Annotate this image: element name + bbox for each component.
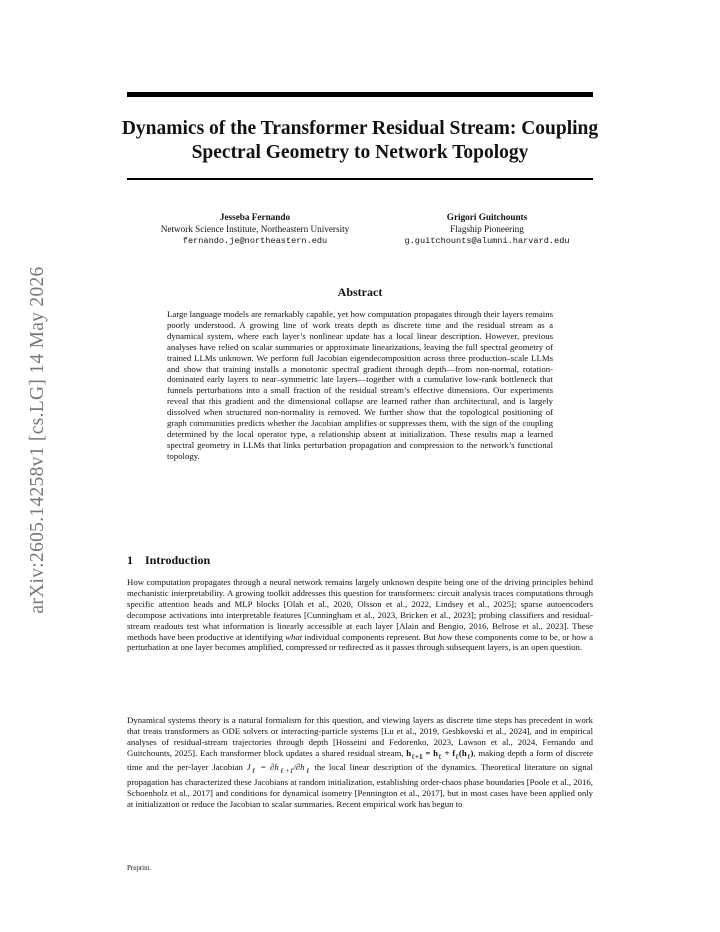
author-name: Grigori Guitchounts — [446, 212, 528, 222]
author-name: Jesseba Fernando — [219, 212, 291, 222]
section-heading — [127, 553, 210, 568]
emphasis-text: what — [285, 631, 303, 642]
author-affiliation: Flagship Pioneering — [450, 224, 524, 234]
paragraph-text: the local linear description of the dynamics. Theoretical literature on signal propagation has characterized these Jacobians at random initialization, establishing order-chaos phase boundaries [Poole et al., 2016, Schoenholz et al., 2017] and conditions for dynamical isometry [Pennington et al., 2017], but in most cases have been applied only at initialization or reduce the Jacobian to scalar summaries. Recent empirical work has begun to — [127, 762, 593, 809]
abstract-heading: Abstract — [337, 285, 383, 299]
author-email: g.guitchounts@alumni.harvard.edu — [404, 236, 570, 246]
equation-residual-update: $h_{\ell+1} = h_\ell + f_\ell(h_\ell)$ — [406, 747, 474, 761]
paragraph-text: individual components represent. But — [302, 631, 438, 642]
author-email: fernando.je@northeastern.edu — [182, 236, 328, 246]
paper-title: Dynamics of the Transformer Residual Stream: Coupling Spectral Geometry to Network Topology — [121, 118, 599, 163]
author-affiliation: Network Science Institute, Northeastern University — [160, 224, 350, 234]
emphasis-text: how — [437, 631, 453, 642]
author-block-2 — [382, 211, 592, 247]
paragraph-text: How computation propagates through a neural network remains largely unknown despite being one of the driving principles behind mechanistic interpretability. A growing toolkit addresses this question for transformers: circuit analysis traces computations through specific attention heads and MLP blocks [Olah et al., 2020, Olsson et al., 2022, Lindsey et al., 2025]; sparse autoencoders decompose activations into interpretable features [Cunningham et al., 2023, Bricken et al., 2023]; probing classifiers and residual-stream readouts test what information is linearly accessible at each layer [Alain and Bengio, 2016, Belrose et al., 2023]. These methods have been productive at identifying — [127, 577, 593, 642]
paragraph-text: these components come to be, or how a perturbation at one layer becomes amplified, compressed or redirected as it passes through subsequent layers, is an open question. — [127, 631, 593, 653]
section-number: 1 — [127, 553, 133, 567]
intro-paragraph-2 — [127, 715, 593, 810]
abstract-text: Large language models are remarkably capable, yet how computation propagates through their layers remains poorly understood. A growing line of work treats depth as discrete time and the residual stream as a dynamical system, where each layer’s nonlinear update has a local linear description. However, previous analyses have relied on scalar summaries or approximate linearizations, leaving the full spectral geometry of trained LLMs unknown. We perform full Jacobian eigendecomposition across three production–scale LLMs and show that training installs a monotonic spectral gradient through depth—from non-normal, rotation-dominated early layers to near–symmetric late layers—together with a cumulative low-rank bottleneck that funnels perturbations into a small fraction of the residual stream’s effective dimensions. Our experiments reveal that this gradient and the dimensional collapse are learned rather than architectural, and is largely dissolved when structured non-normality is removed. We further show that the topological positioning of graph communities predicts whether the Jacobian amplifies or suppresses them, with the sign of the coupling determined by the local operator type, a relationship absent at initialization. These results map a learned spectral geometry in LLMs that links perturbation propagation and compression to the network’s functional topology. — [167, 309, 553, 461]
equation-jacobian: $J_\ell = \partial h_{\ell+1}/\partial h_\ell$ — [246, 762, 311, 776]
author-block-1 — [130, 211, 380, 247]
footer-note: Preprint. — [127, 864, 152, 872]
intro-paragraph-1 — [127, 577, 593, 653]
paragraph-text: , making depth a form of discrete time and the per-layer Jacobian — [127, 747, 594, 773]
arxiv-identifier: arXiv:2605.14258v1 [cs.LG] 14 May 2026 — [27, 266, 48, 614]
section-title: Introduction — [145, 553, 211, 567]
title-rule-bottom — [127, 178, 593, 180]
title-rule-top — [127, 92, 593, 97]
paragraph-text: Dynamical systems theory is a natural formalism for this question, and viewing layers as discrete time steps has precedent in work that treats transformers as ODE solvers or interacting-particle systems [Lu et al., 2019, Geshkovski et al., 2024], and in empirical analyses of residual-stream trajectories through depth [Hosseini and Fedorenko, 2023, Lawson et al., 2024, Fernando and Guitchounts, 2025]. Each transformer block updates a shared residual stream, — [127, 715, 593, 758]
